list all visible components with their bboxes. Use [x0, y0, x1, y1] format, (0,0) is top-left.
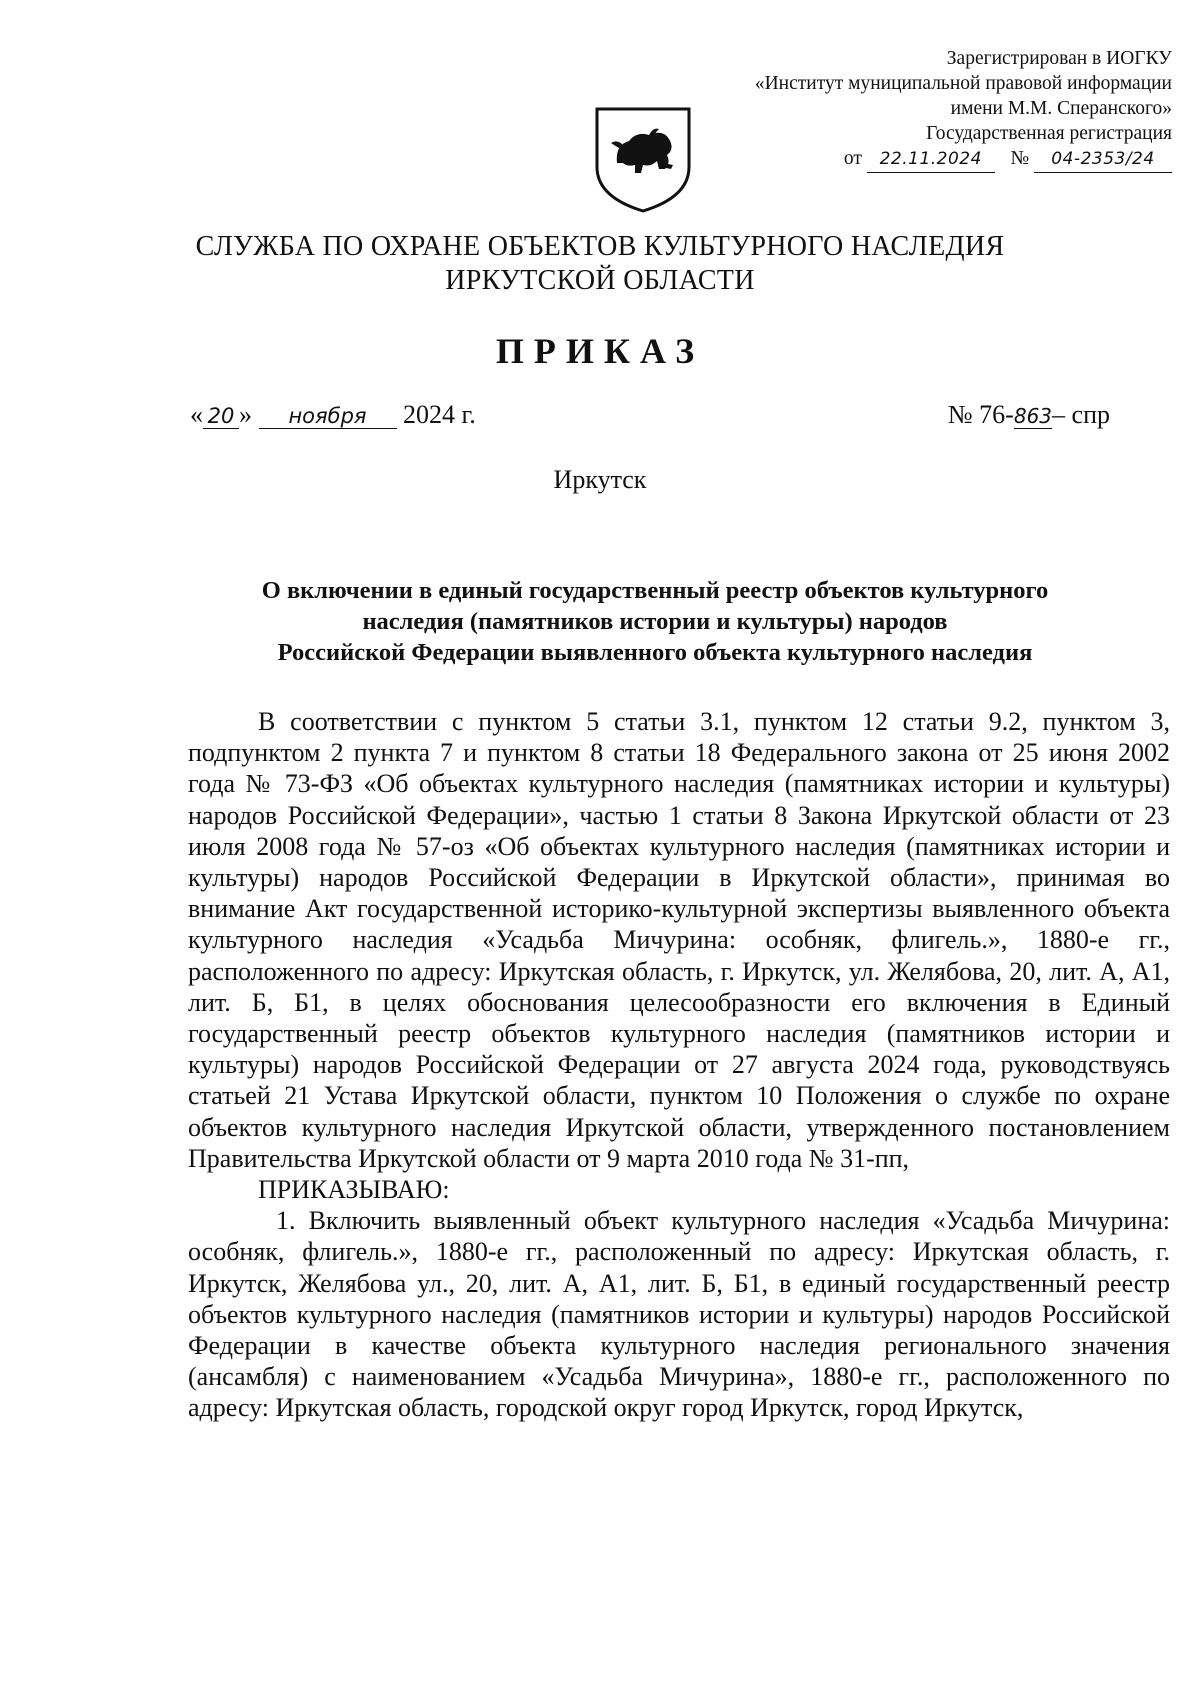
title-line-3: Российской Федерации выявленного объекта культурного наследия [277, 639, 1033, 666]
registration-number: 04-2353/24 [1034, 147, 1172, 173]
registration-date-prefix: от [843, 148, 862, 169]
registration-line-3: имени М.М. Сперанского» [950, 98, 1172, 119]
registration-line-1: Зарегистрирован в ИОГКУ [946, 48, 1172, 69]
registration-line-2: «Институт муниципальной правовой информации [754, 73, 1172, 94]
date-day: 20 [203, 404, 239, 429]
document-title [160, 575, 1150, 668]
order-number [948, 400, 1110, 430]
document-body [188, 706, 1170, 1424]
date-open-quote: « [190, 400, 203, 429]
title-line-1: О включении в единый государственный реестр объектов культурного [261, 577, 1049, 604]
registration-line-4: Государственная регистрация [926, 123, 1172, 144]
order-word: ПРИКАЗЫВАЮ: [258, 1175, 450, 1205]
preamble-paragraph: В соответствии с пунктом 5 статьи 3.1, пунктом 12 статьи 9.2, пунктом 3, подпунктом 2 пункта 7 и пунктом 8 статьи 18 Федерального закона от 25 июня 2002 года № 73-ФЗ «Об объектах культурного наследия (памятниках истории и культуры) народов Российской Федерации», частью 1 статьи 8 Закона Иркутской области от 23 июля 2008 года № 57-оз «Об объектах культурного наследия (памятниках истории и культуры) народов Российской Федерации в Иркутской области», принимая во внимание Акт государственной историко-культурной экспертизы выявленного объекта культурного наследия «Усадьба Мичурина: особняк, флигель.», 1880-е гг., расположенного по адресу: Иркутская область, г. Иркутск, ул. Желябова, 20, лит. А, А1, лит. Б, Б1, в целях обоснования целесообразности его включения в Единый государственный реестр объектов культурного наследия (памятников истории и культуры) народов Российской Федерации от 27 августа 2024 года, руководствуясь статьей 21 Устава Иркутской области, пунктом 10 Положения о службе по охране объектов культурного наследия Иркутской области, утвержденного постановлением Правительства Иркутской области от 9 марта 2010 года № 31-пп, [188, 707, 1170, 1173]
registration-stamp [652, 46, 1172, 173]
number-prefix: № 76- [947, 400, 1014, 429]
date-year: 2024 г. [403, 400, 476, 429]
date-close-quote: » [239, 400, 252, 429]
agency-line-2: ИРКУТСКОЙ ОБЛАСТИ [445, 265, 755, 296]
title-line-2: наследия (памятников истории и культуры) народов [362, 608, 948, 635]
document-type: ПРИКАЗ [495, 331, 705, 371]
registration-number-prefix: № [1010, 148, 1030, 169]
registration-date-number [652, 146, 1172, 173]
order-date [190, 400, 476, 430]
agency-name [0, 230, 1200, 298]
date-month: ноября [259, 404, 397, 429]
registration-date: 22.11.2024 [867, 147, 995, 173]
city: Иркутск [553, 465, 647, 494]
number-suffix: – спр [1052, 400, 1110, 429]
item-1-paragraph: 1. Включить выявленный объект культурного наследия «Усадьба Мичурина: особняк, флигель.», 1880-е гг., расположенный по адресу: Иркутская область, г. Иркутск, Желябова ул., 20, лит. А, А1, лит. Б, Б1, в единый государственный реестр объектов культурного наследия (памятников истории и культуры) народов Российской Федерации в качестве объекта культурного наследия регионального значения (ансамбля) с наименованием «Усадьба Мичурина», 1880-е гг., расположенного по адресу: Иркутская область, городской округ город Иркутск, город Иркутск, [188, 1206, 1170, 1423]
coat-of-arms-icon [593, 105, 693, 215]
agency-line-1: СЛУЖБА ПО ОХРАНЕ ОБЪЕКТОВ КУЛЬТУРНОГО НАСЛЕДИЯ [195, 231, 1005, 262]
number-value: 863 [1013, 404, 1053, 428]
